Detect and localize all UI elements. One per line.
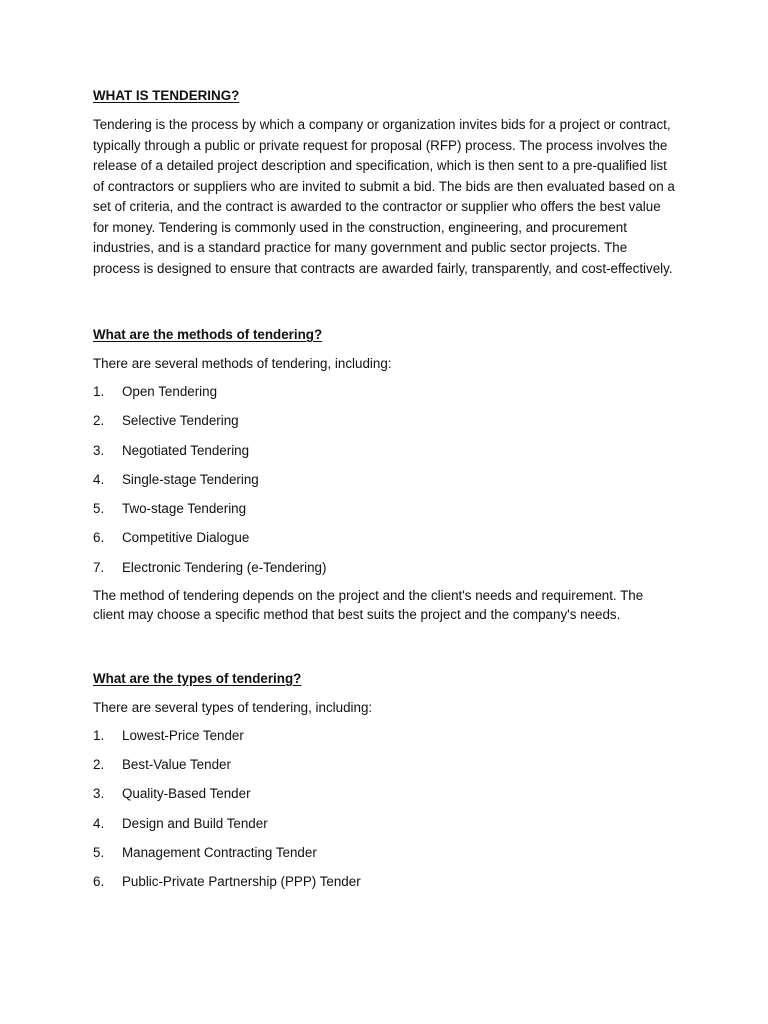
list-item: [93, 843, 677, 863]
list-item-number: 6.: [93, 874, 105, 890]
list-item-number: 2.: [93, 757, 105, 773]
list-item: [93, 784, 677, 804]
section-methods-of-tendering: [93, 325, 677, 625]
section-closing: The method of tendering depends on the project and the client's needs and requirement. The client may choose a specific method that best suits the project and the company's needs.: [93, 587, 644, 623]
list-item-label: Selective Tendering: [122, 413, 239, 429]
list-item-label: Negotiated Tendering: [122, 442, 250, 458]
list-intro: There are several types of tendering, including:: [93, 699, 373, 715]
list-item: [93, 726, 677, 746]
list-item: [93, 755, 677, 775]
list-item-label: Best-Value Tender: [122, 757, 231, 773]
list-item: [93, 382, 677, 402]
list-item-number: 1.: [93, 384, 105, 399]
section-heading: WHAT IS TENDERING?: [93, 88, 240, 103]
list-item-number: 7.: [93, 559, 105, 575]
list-item: [93, 499, 677, 519]
list-item-number: 3.: [93, 786, 105, 802]
document-page: [93, 86, 677, 902]
list-item: [93, 470, 677, 490]
list-item-number: 3.: [93, 442, 105, 458]
types-list: [93, 726, 677, 892]
list-item-label: Single-stage Tendering: [122, 471, 259, 487]
list-item-label: Design and Build Tender: [122, 815, 268, 831]
list-item: [93, 528, 677, 548]
list-item-label: Electronic Tendering (e-Tendering): [122, 559, 327, 575]
list-item-number: 2.: [93, 413, 105, 429]
list-item-number: 5.: [93, 501, 105, 517]
section-heading: What are the types of tendering?: [93, 670, 302, 686]
list-item-label: Public-Private Partnership (PPP) Tender: [122, 874, 361, 890]
list-item-number: 5.: [93, 844, 105, 860]
section-heading: What are the methods of tendering?: [93, 327, 323, 342]
section-what-is-tendering: [93, 86, 677, 279]
list-item-label: Quality-Based Tender: [122, 786, 251, 802]
list-item-label: Two-stage Tendering: [122, 501, 247, 517]
list-item-label: Competitive Dialogue: [122, 530, 250, 546]
methods-list: [93, 382, 677, 578]
list-item-label: Lowest-Price Tender: [122, 727, 244, 743]
section-types-of-tendering: [93, 669, 677, 892]
list-item: [93, 411, 677, 431]
list-item: [93, 872, 677, 892]
section-body: Tendering is the process by which a company or organization invites bids for a project or contract, typically through a public or private request for proposal (RFP) process. The process involves the release of a detailed project description and specification, which is then sent to a pre-qualified list of contractors or suppliers who are invited to submit a bid. The bids are then evaluated based on a set of criteria, and the contract is awarded to the contractor or supplier who offers the best value for money. Tendering is commonly used in the construction, engineering, and procurement industries, and is a standard practice for many government and public sector projects. The process is designed to ensure that contracts are awarded fairly, transparently, and cost-effectively.: [93, 117, 675, 276]
list-intro: There are several methods of tendering, including:: [93, 356, 392, 371]
list-item-label: Open Tendering: [122, 384, 218, 399]
list-item-number: 1.: [93, 727, 105, 743]
list-item-label: Management Contracting Tender: [122, 844, 317, 860]
list-item-number: 4.: [93, 815, 105, 831]
list-item: [93, 814, 677, 834]
list-item: [93, 441, 677, 461]
list-item-number: 6.: [93, 530, 105, 546]
list-item: [93, 558, 677, 578]
list-item-number: 4.: [93, 471, 105, 487]
